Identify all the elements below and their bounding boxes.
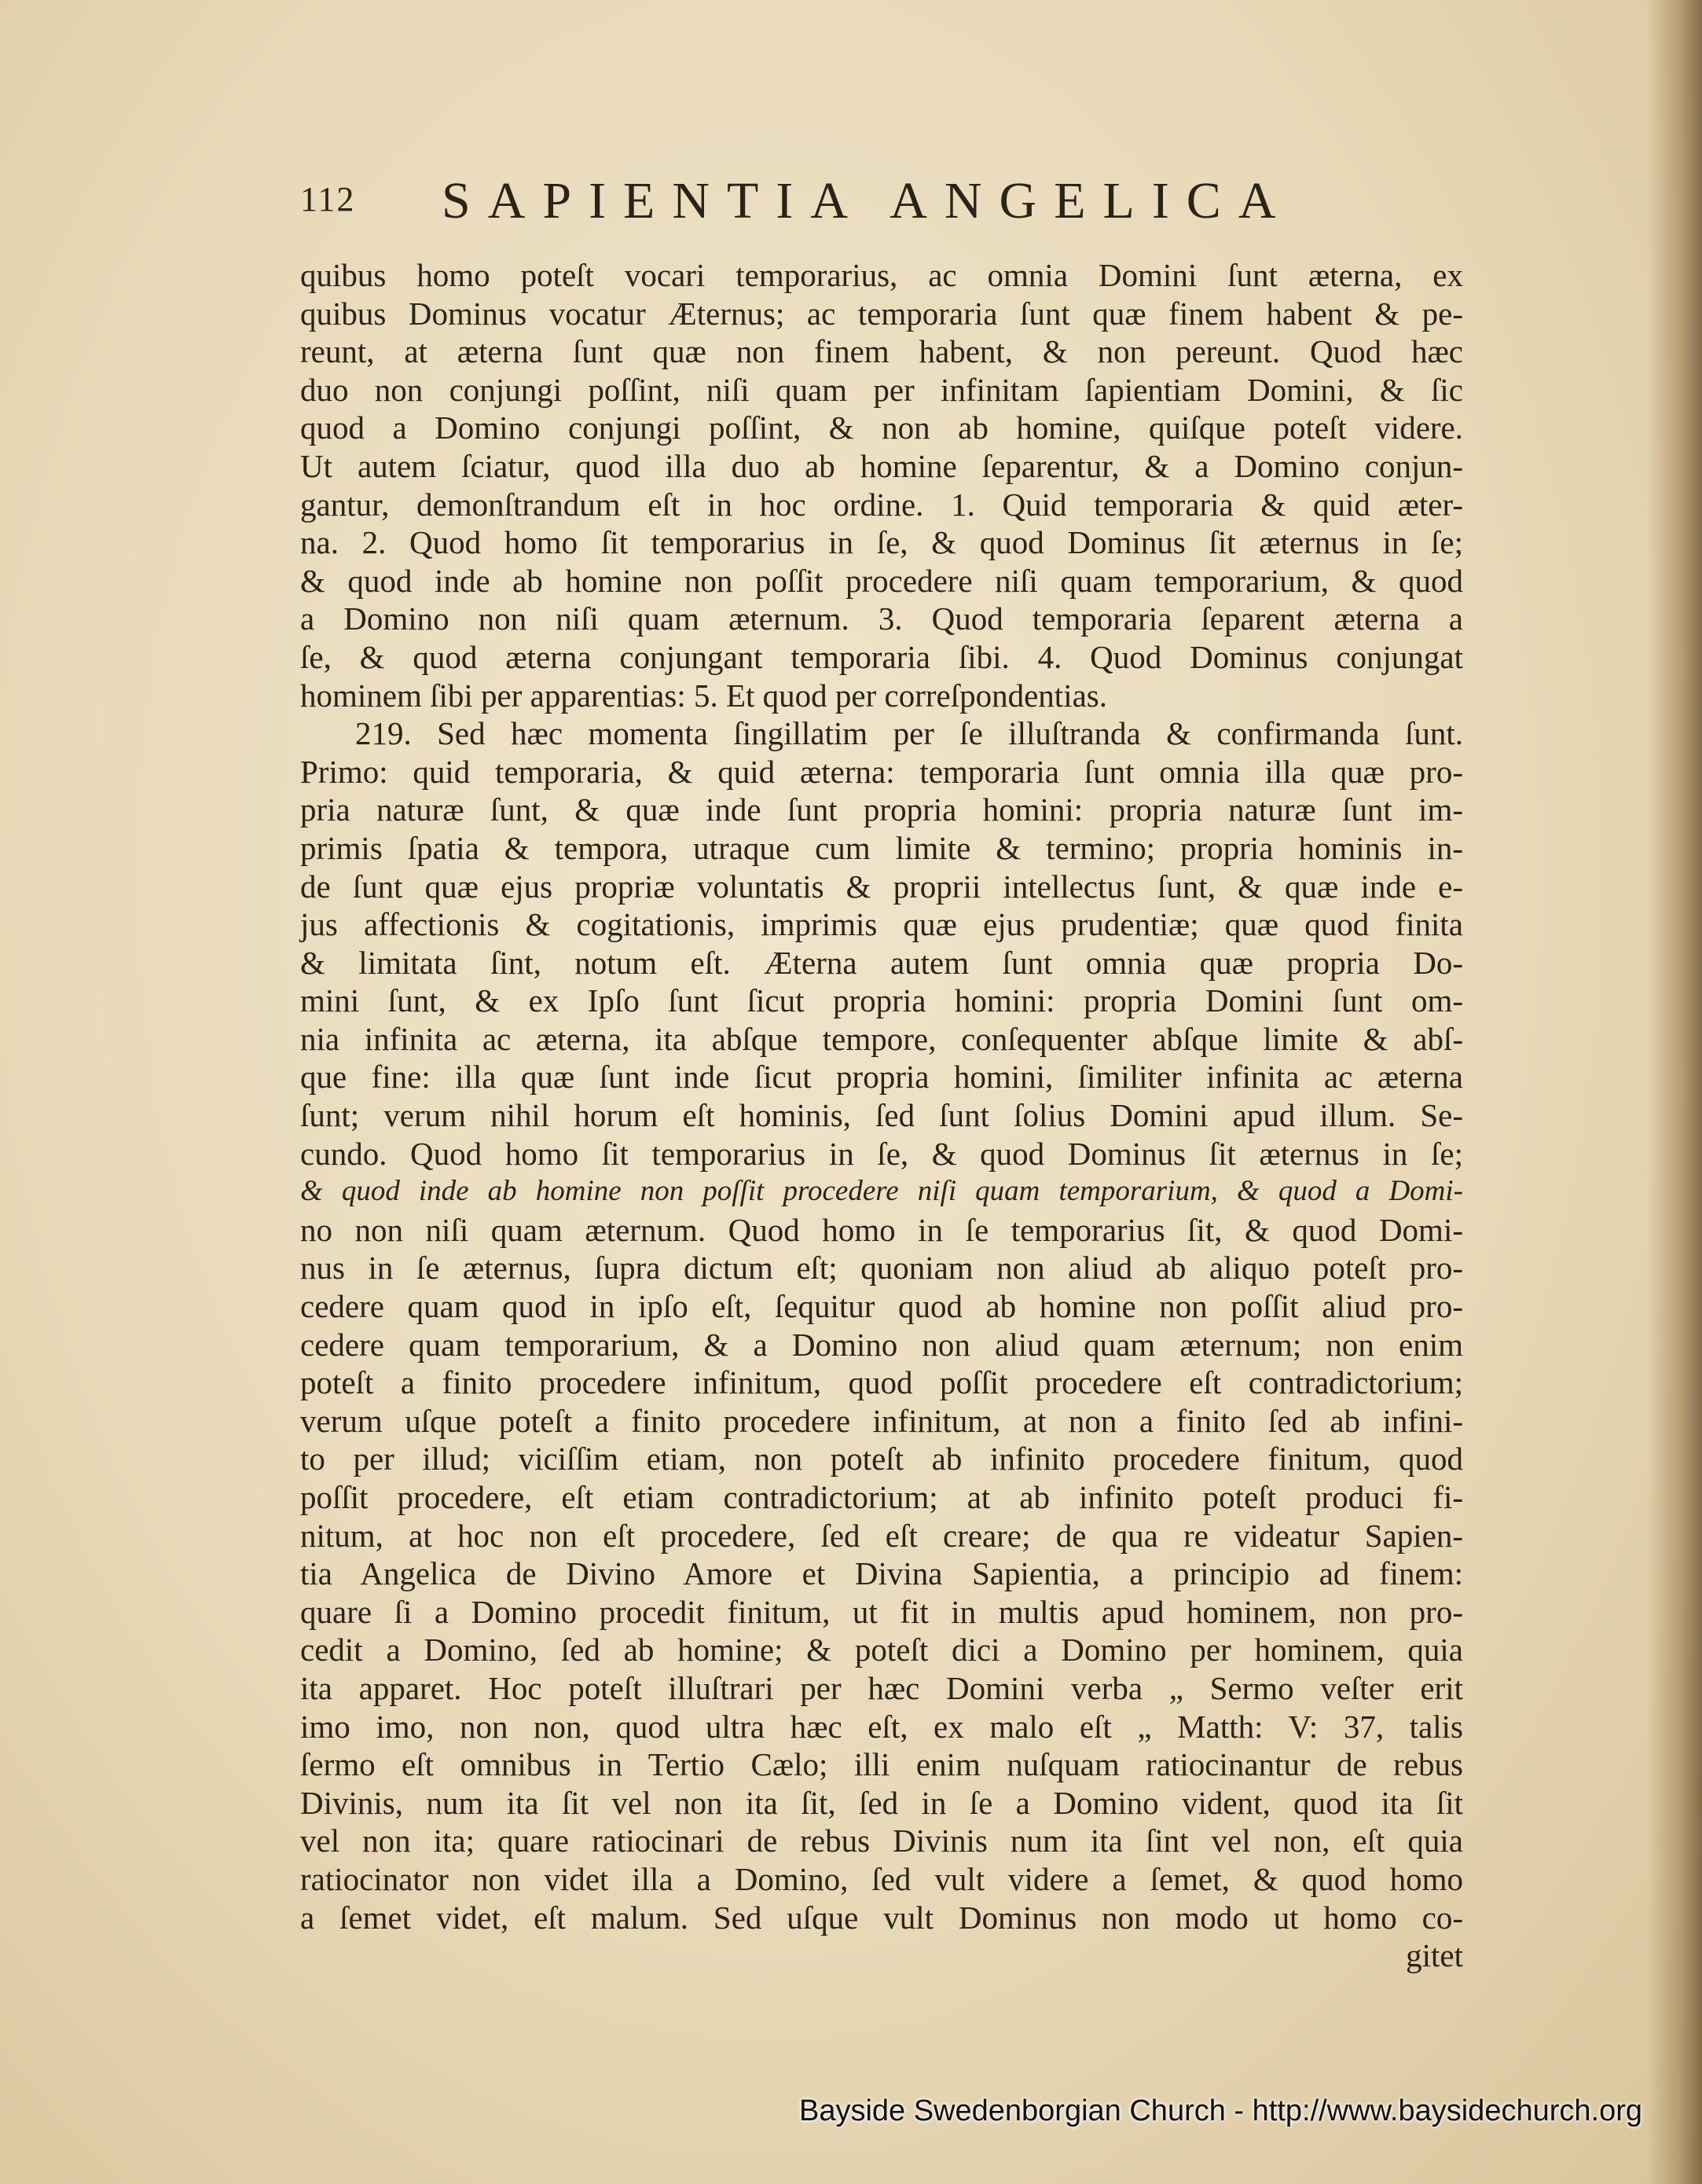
paragraph-219-start: 219. Sed hæc momenta ſingillatim per ſe illuſtranda & confirmanda ſunt. — [355, 715, 1463, 752]
text-line: poteſt a finito procedere infinitum, quod poſſit procedere eſt contradictorium; — [300, 1364, 1463, 1401]
text-line: hominem ſibi per apparentias: 5. Et quod per correſpondentias. — [300, 677, 1107, 714]
text-line: vel non ita; quare ratiocinari de rebus Divinis num ita ſint vel non, eſt quia — [300, 1822, 1463, 1859]
text-line: ita apparet. Hoc poteſt illuſtrari per hæc Domini verba „ Sermo veſter erit — [300, 1669, 1463, 1706]
text-line: Ut autem ſciatur, quod illa duo ab homine ſeparentur, & a Domino conjun- — [300, 447, 1463, 484]
text-line: primis ſpatia & tempora, utraque cum limite & termino; propria hominis in- — [300, 829, 1463, 866]
text-line: tia Angelica de Divino Amore et Divina Sapientia, a principio ad finem: — [300, 1555, 1463, 1592]
page-header — [300, 171, 1322, 234]
text-line: ratiocinator non videt illa a Domino, ſed vult videre a ſemet, & quod homo — [300, 1860, 1463, 1897]
text-line: poſſit procedere, eſt etiam contradictorium; at ab infinito poteſt produci fi- — [300, 1479, 1463, 1515]
text-line: de ſunt quæ ejus propriæ voluntatis & proprii intellectus ſunt, & quæ inde e- — [300, 868, 1463, 905]
text-line: nia infinita ac æterna, ita abſque tempore, conſequenter abſque limite & abſ- — [300, 1020, 1463, 1057]
text-line: reunt, at æterna ſunt quæ non finem habent, & non pereunt. Quod hæc — [300, 333, 1463, 370]
page-binding-edge — [1647, 0, 1702, 2184]
text-line: a Domino non niſi quam æternum. 3. Quod temporaria ſeparent æterna a — [300, 600, 1463, 637]
page-number: 112 — [300, 180, 356, 218]
body-text — [300, 256, 1463, 1975]
text-line: mini ſunt, & ex Ipſo ſunt ſicut propria homini: propria Domini ſunt om- — [300, 982, 1463, 1019]
text-line: ſermo eſt omnibus in Tertio Cælo; illi enim nuſquam ratiocinantur de rebus — [300, 1746, 1463, 1783]
text-line: gantur, demonſtrandum eſt in hoc ordine. 1. Quid temporaria & quid æter- — [300, 486, 1463, 523]
text-line: Divinis, num ita ſit vel non ita ſit, ſed in ſe a Domino vident, quod ita ſit — [300, 1784, 1463, 1821]
catchword: gitet — [1406, 1937, 1463, 1974]
text-line: quibus homo poteſt vocari temporarius, ac omnia Domini ſunt æterna, ex — [300, 257, 1463, 293]
text-line: na. 2. Quod homo ſit temporarius in ſe, & quod Dominus ſit æternus in ſe; — [300, 524, 1463, 561]
text-line: ſunt; verum nihil horum eſt hominis, ſed ſunt ſolius Domini apud illum. Se- — [300, 1097, 1463, 1134]
text-line: ſe, & quod æterna conjungant temporaria ſibi. 4. Quod Dominus conjungat — [300, 638, 1463, 675]
text-line: que fine: illa quæ ſunt inde ſicut propria homini, ſimiliter infinita ac æterna — [300, 1059, 1463, 1096]
italic-text-line: & quod inde ab homine non poſſit procedere niſi quam temporarium, & quod a Domi- — [300, 1175, 1463, 1208]
text-line: cedere quam temporarium, & a Domino non aliud quam æternum; non enim — [300, 1326, 1463, 1363]
text-line: & quod inde ab homine non poſſit procedere niſi quam temporarium, & quod — [300, 562, 1463, 599]
text-line: verum uſque poteſt a finito procedere infinitum, at non a finito ſed ab infini- — [300, 1402, 1463, 1439]
text-line: cundo. Quod homo ſit temporarius in ſe, & quod Dominus ſit æternus in ſe; — [300, 1135, 1463, 1172]
text-line: nitum, at hoc non eſt procedere, ſed eſt creare; de qua re videatur Sapien- — [300, 1517, 1463, 1554]
text-line: a ſemet videt, eſt malum. Sed uſque vult Dominus non modo ut homo co- — [300, 1899, 1463, 1936]
text-line: Primo: quid temporaria, & quid æterna: temporaria ſunt omnia illa quæ pro- — [300, 753, 1463, 790]
text-line: jus affectionis & cogitationis, imprimis quæ ejus prudentiæ; quæ quod finita — [300, 906, 1463, 943]
text-line: quod a Domino conjungi poſſint, & non ab homine, quiſque poteſt videre. — [300, 409, 1463, 446]
text-line: to per illud; viciſſim etiam, non poteſt ab infinito procedere finitum, quod — [300, 1441, 1463, 1477]
text-line: & limitata ſint, notum eſt. Æterna autem ſunt omnia quæ propria Do- — [300, 944, 1463, 981]
text-line: no non niſi quam æternum. Quod homo in ſe temporarius ſit, & quod Domi- — [300, 1211, 1463, 1248]
text-line: quare ſi a Domino procedit finitum, ut fit in multis apud hominem, non pro- — [300, 1593, 1463, 1630]
running-title: SAPIENTIA ANGELICA — [442, 172, 1293, 229]
text-line: imo imo, non non, quod ultra hæc eſt, ex malo eſt „ Matth: V: 37, talis — [300, 1708, 1463, 1745]
text-line: cedere quam quod in ipſo eſt, ſequitur quod ab homine non poſſit aliud pro- — [300, 1288, 1463, 1325]
text-line: pria naturæ ſunt, & quæ inde ſunt propria homini: propria naturæ ſunt im- — [300, 791, 1463, 828]
text-line: nus in ſe æternus, ſupra dictum eſt; quoniam non aliud ab aliquo poteſt pro- — [300, 1250, 1463, 1287]
text-line: cedit a Domino, ſed ab homine; & poteſt dici a Domino per hominem, quia — [300, 1632, 1463, 1668]
text-line: quibus Dominus vocatur Æternus; ac temporaria ſunt quæ finem habent & pe- — [300, 295, 1463, 332]
text-line: duo non conjungi poſſint, niſi quam per infinitam ſapientiam Domini, & ſic — [300, 371, 1463, 408]
footer-credit: Bayside Swedenborgian Church - http://www.baysidechurch.org — [798, 2094, 1642, 2127]
